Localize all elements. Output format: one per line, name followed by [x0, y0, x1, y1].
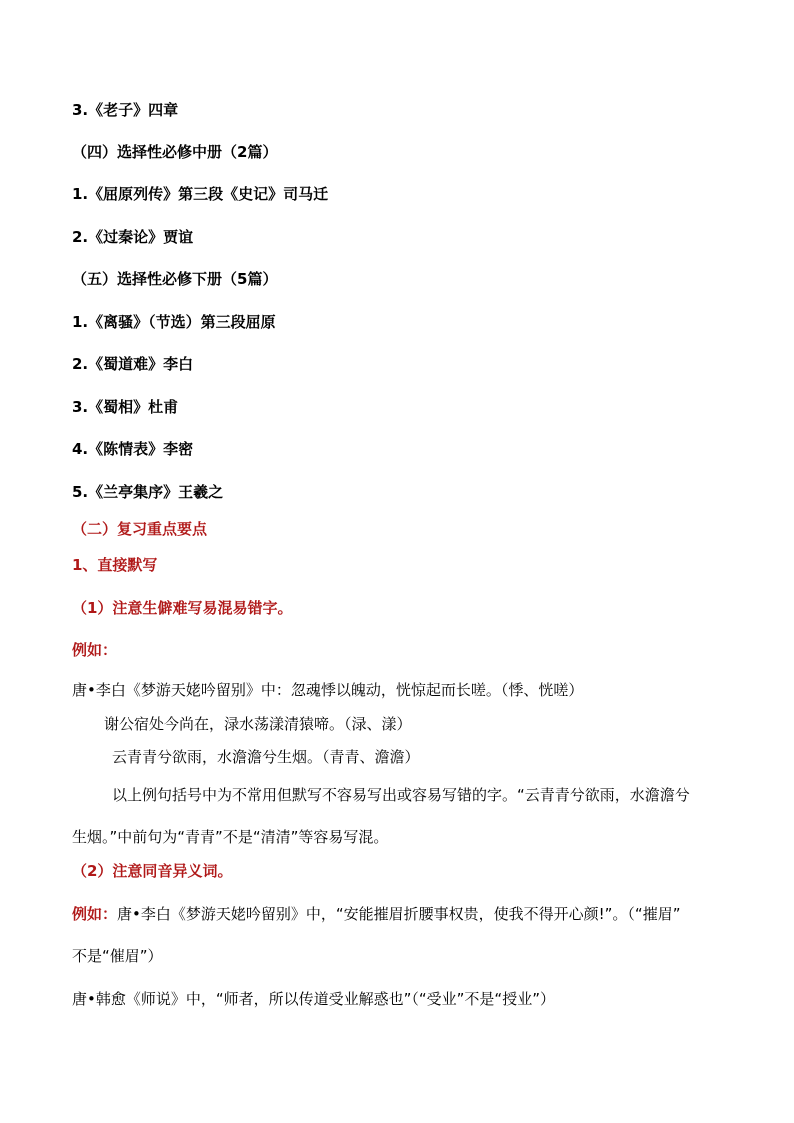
subsection-heading: （2）注意同音异义词。 [72, 862, 233, 880]
text-line: 1.《屈原列传》第三段《史记》司马迁 [72, 185, 329, 203]
subsection-heading: 1、直接默写 [72, 556, 158, 574]
text-line: 生烟。”中前句为“青青”不是“清清”等容易写混。 [72, 828, 389, 846]
text-line: 2.《过秦论》贾谊 [72, 228, 194, 246]
text-line: 3.《蜀相》杜甫 [72, 398, 179, 416]
section-heading: （五）选择性必修下册（5篇） [72, 270, 278, 288]
text-line: 2.《蜀道难》李白 [72, 355, 194, 373]
section-heading: （四）选择性必修中册（2篇） [72, 143, 278, 161]
text-span: 唐•李白《梦游天姥吟留别》中，“安能摧眉折腰事权贵，使我不得开心颜!”。（“摧眉” [117, 905, 681, 923]
example-label: 例如： [72, 905, 118, 923]
text-line: 不是“催眉”） [72, 947, 163, 965]
text-line: 云青青兮欲雨，水澹澹兮生烟。（青青、澹澹） [112, 748, 420, 766]
subsection-heading: （1）注意生僻难写易混易错字。 [72, 599, 293, 617]
text-line: 5.《兰亭集序》王羲之 [72, 483, 224, 501]
text-line: 3.《老子》四章 [72, 101, 179, 119]
text-line [72, 904, 680, 924]
section-heading: （二）复习重点要点 [72, 520, 208, 538]
text-line: 4.《陈情表》李密 [72, 440, 194, 458]
text-line: 1.《离骚》（节选）第三段屈原 [72, 313, 276, 331]
text-line: 唐•韩愈《师说》中，“师者，所以传道受业解惑也”（“受业”不是“授业”） [72, 990, 555, 1008]
text-line: 以上例句括号中为不常用但默写不容易写出或容易写错的字。“云青青兮欲雨，水澹澹兮 [112, 786, 690, 804]
text-line: 谢公宿处今尚在，渌水荡漾清猿啼。（渌、漾） [104, 715, 412, 733]
example-label: 例如： [72, 641, 118, 659]
text-line: 唐•李白《梦游天姥吟留别》中：忽魂悸以魄动，恍惊起而长嗟。（悸、恍嗟） [72, 681, 584, 699]
